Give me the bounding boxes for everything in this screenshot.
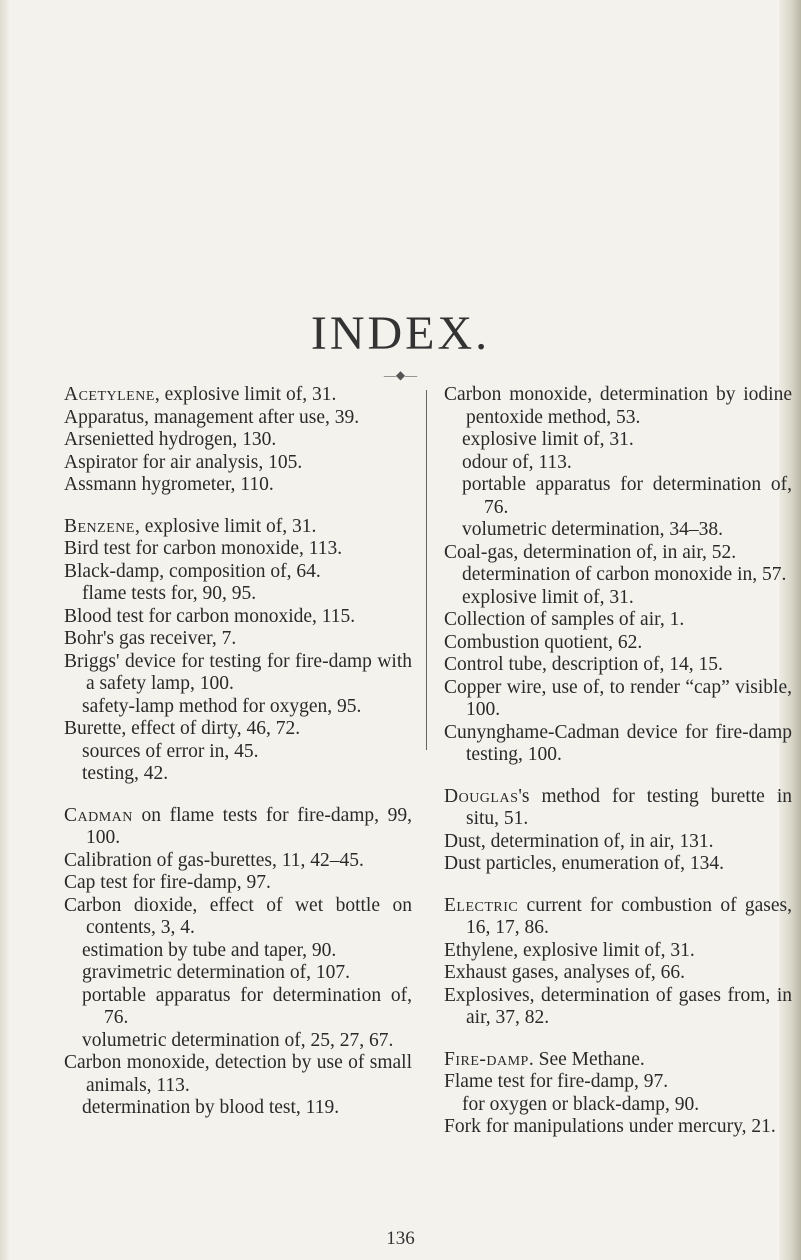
index-subentry [444,1094,792,1117]
index-section [444,1049,792,1139]
index-subentry [64,985,412,1030]
index-section [444,384,792,767]
index-entry [64,561,412,584]
index-entry [64,606,412,629]
index-entry-text: determination by blood test, 119. [82,1097,340,1118]
index-subentry [444,429,792,452]
index-entry [64,407,412,430]
index-entry-text: flame tests for, 90, 95. [82,583,257,604]
left-column [64,384,412,1139]
index-entry-text: sources of error in, 45. [82,740,259,762]
index-entry-text: Carbon monoxide, detection by use of small animals, 113. [64,1052,412,1096]
index-entry [444,677,792,722]
index-entry-text: Carbon dioxide, effect of wet bottle on contents, 3, 4. [64,894,412,938]
index-entry-text: 's method for testing burette in situ, 51. [466,785,792,829]
index-entry-text: Calibration of gas-burettes, 11, 42–45. [64,849,364,871]
index-entry-text: Copper wire, use of, to render “cap” visible, 100. [444,676,792,720]
index-entry [444,384,792,429]
index-entry [444,831,792,854]
index-entry-text: . See Methane. [528,1048,645,1070]
index-heading-word: Acetylene [64,384,155,405]
index-entry-text: for oxygen or black-damp, 90. [462,1093,700,1115]
index-entry-text: Dust, determination of, in air, 131. [444,830,714,852]
index-heading-word: Electric [444,894,519,916]
index-entry-text: Apparatus, management after use, 39. [64,406,360,428]
column-divider [426,390,427,750]
index-entry [444,1049,792,1072]
index-entry-text: Burette, effect of dirty, 46, 72. [64,718,301,739]
index-subentry [64,583,412,606]
index-entry-text: Exhaust gases, analyses of, 66. [444,962,685,983]
page-title: INDEX. [310,307,491,360]
index-entry-text: Dust particles, enumeration of, 134. [444,853,724,874]
index-entry [444,895,792,940]
page-gutter-shadow [0,0,10,1260]
index-entry [444,1071,792,1094]
right-column [444,384,792,1158]
index-entry [64,628,412,651]
index-entry-text: safety-lamp method for oxygen, 95. [82,695,362,717]
index-entry-text: gravimetric determination of, 107. [82,962,351,983]
index-entry [444,940,792,963]
index-entry [444,632,792,655]
index-heading-word: Douglas [444,785,519,807]
index-entry [64,805,412,850]
title-ornament: —◆— [383,368,418,382]
index-entry-text: Briggs' device for testing for fire-damp with a safety lamp, 100. [64,650,412,694]
index-section [444,895,792,1030]
index-entry [444,542,792,565]
index-entry [64,452,412,475]
index-entry-text: Coal-gas, determination of, in air, 52. [444,541,737,563]
index-entry-text: Bohr's gas receiver, 7. [64,628,237,649]
index-entry [64,474,412,497]
index-entry [444,722,792,767]
index-subentry [444,474,792,519]
index-entry [64,1052,412,1097]
index-entry [64,850,412,873]
index-entry-text: Fork for manipulations under mercury, 21. [444,1116,776,1137]
index-subentry [64,962,412,985]
index-entry-text: portable apparatus for determination of, 76. [462,474,792,518]
index-heading-word: Cadman [64,804,133,826]
index-heading-word: Fire-damp [444,1048,529,1070]
index-entry-text: Carbon monoxide, determination by iodine pentoxide method, 53. [444,384,792,428]
index-subentry [64,763,412,786]
index-entry-text: Black-damp, composition of, 64. [64,560,321,582]
index-entry-text: Assmann hygrometer, 110. [64,474,274,495]
index-entry-text: on flame tests for fire-damp, 99, 100. [86,804,412,848]
index-entry [444,654,792,677]
index-entry-text: , explosive limit of, 31. [154,384,337,405]
index-entry [64,895,412,940]
index-entry-text: explosive limit of, 31. [462,586,634,608]
index-entry-text: Control tube, description of, 14, 15. [444,654,723,675]
index-entry-text: Cunynghame-Cadman device for fire-damp testing, 100. [444,721,792,765]
index-entry [64,384,412,407]
index-entry-text: Cap test for fire-damp, 97. [64,872,271,893]
index-entry-text: volumetric determination of, 25, 27, 67. [82,1029,394,1051]
index-entry-text: portable apparatus for determination of, 76. [82,984,412,1028]
index-entry [444,786,792,831]
index-heading-word: Benzene [64,515,135,537]
index-entry-text: Aspirator for air analysis, 105. [64,451,303,473]
index-entry-text: , explosive limit of, 31. [134,515,317,537]
index-entry [64,872,412,895]
index-subentry [444,452,792,475]
index-entry [444,853,792,876]
index-entry-text: Ethylene, explosive limit of, 31. [444,939,695,961]
index-entry-text: current for combustion of gases, 16, 17, 86. [466,894,792,938]
index-entry [64,516,412,539]
index-entry-text: testing, 42. [82,763,169,784]
index-entry [64,538,412,561]
index-section [64,805,412,1120]
index-section [64,384,412,497]
index-subentry [444,519,792,542]
index-entry [444,985,792,1030]
index-entry [444,962,792,985]
index-subentry [64,940,412,963]
index-entry-text: Combustion quotient, 62. [444,631,643,653]
index-subentry [64,1030,412,1053]
index-subentry [64,741,412,764]
index-entry-text: Blood test for carbon monoxide, 115. [64,605,356,627]
index-section [64,516,412,786]
index-entry-text: Collection of samples of air, 1. [444,609,685,630]
index-entry-text: Bird test for carbon monoxide, 113. [64,538,343,559]
index-entry-text: determination of carbon monoxide in, 57. [462,564,787,585]
index-entry-text: Explosives, determination of gases from, in air, 37, 82. [444,984,792,1028]
index-entry-text: explosive limit of, 31. [462,429,634,450]
index-entry [444,1116,792,1139]
index-entry-text: volumetric determination, 34–38. [462,519,724,540]
index-subentry [444,564,792,587]
index-entry [444,609,792,632]
index-entry-text: odour of, 113. [462,451,572,473]
index-subentry [444,587,792,610]
page-number: 136 [386,1228,415,1249]
index-entry [64,718,412,741]
index-entry-text: Flame test for fire-damp, 97. [444,1071,669,1092]
index-entry [64,651,412,696]
index-entry [64,429,412,452]
index-entry-text: estimation by tube and taper, 90. [82,939,337,961]
index-subentry [64,1097,412,1120]
index-section [444,786,792,876]
index-entry-text: Arsenietted hydrogen, 130. [64,429,277,450]
index-subentry [64,696,412,719]
